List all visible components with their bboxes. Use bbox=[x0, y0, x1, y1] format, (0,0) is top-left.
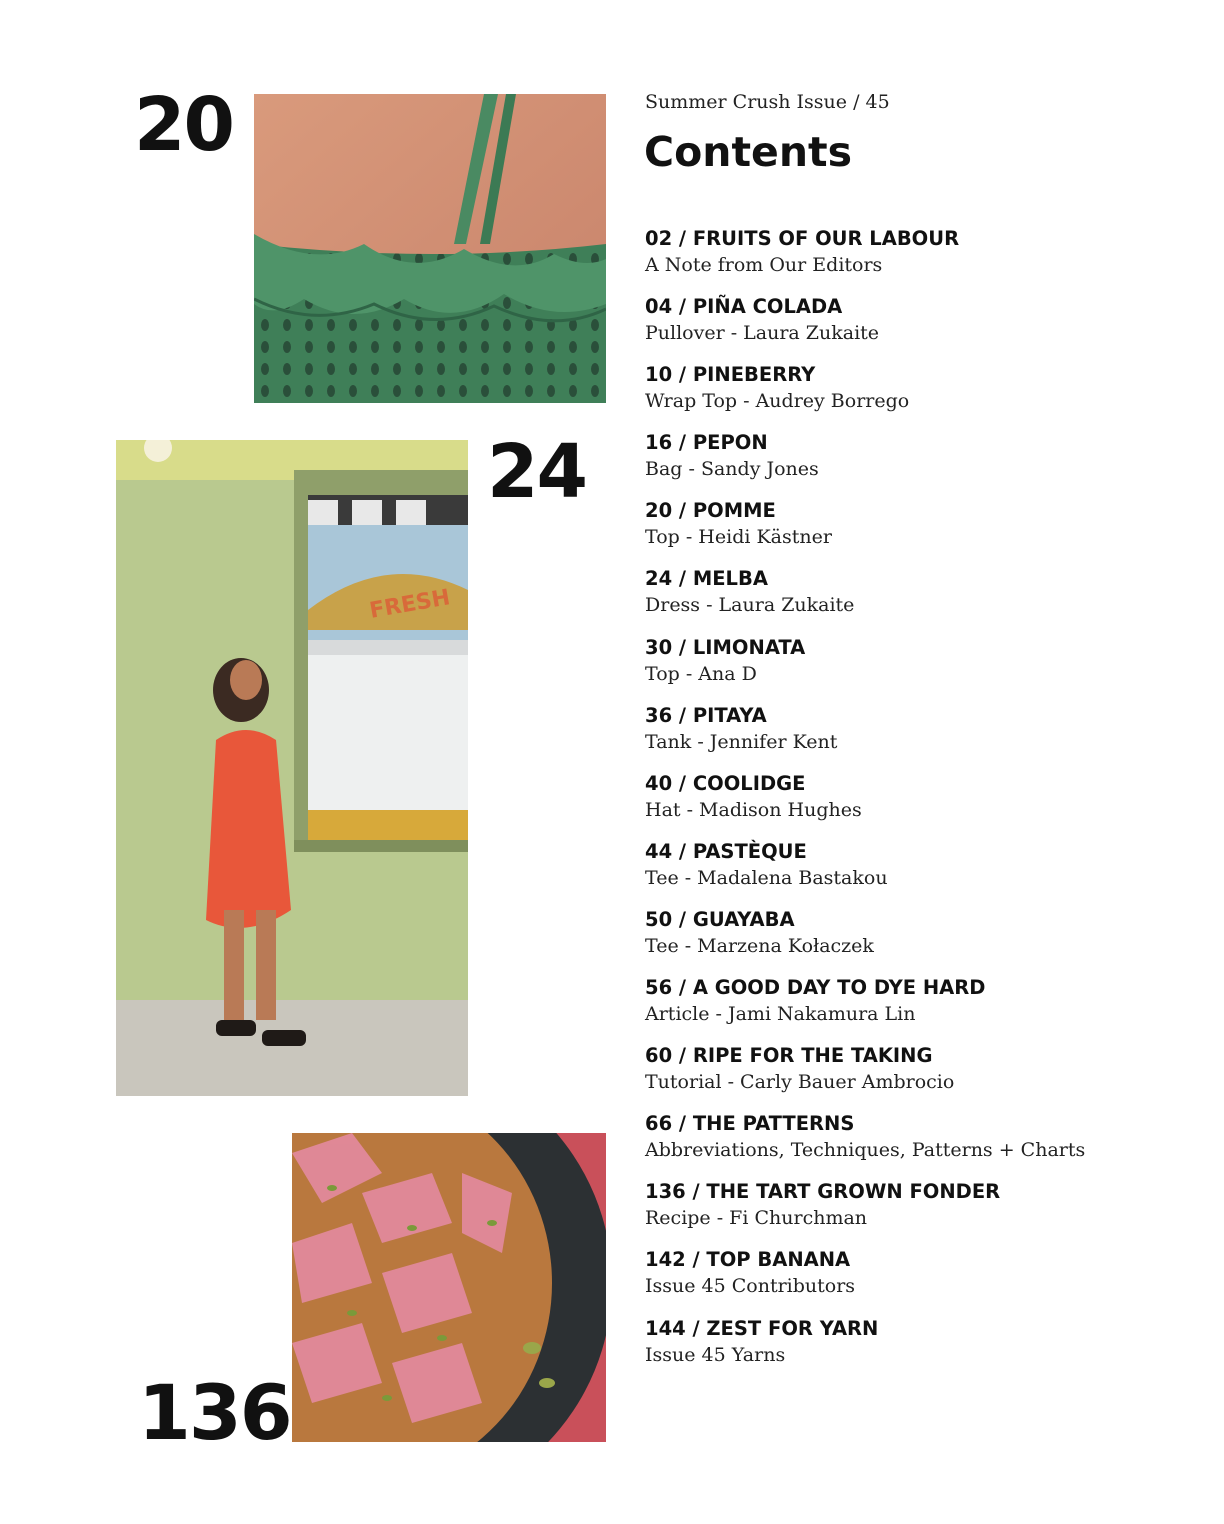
toc-entry bbox=[645, 1316, 1205, 1384]
toc-subtitle: Dress - Laura Zukaite bbox=[645, 594, 855, 617]
toc-entry bbox=[645, 1111, 1205, 1179]
table-of-contents bbox=[645, 226, 1205, 1384]
toc-entry bbox=[645, 226, 1205, 294]
toc-entry bbox=[645, 839, 1205, 907]
knit-top-photo bbox=[254, 94, 606, 403]
toc-subtitle: Article - Jami Nakamura Lin bbox=[645, 1003, 916, 1026]
toc-subtitle: Abbreviations, Techniques, Patterns + Charts bbox=[645, 1139, 1086, 1162]
page-number-24: 24 bbox=[487, 429, 586, 515]
toc-heading: 40 / COOLIDGE bbox=[645, 771, 806, 795]
toc-subtitle: Bag - Sandy Jones bbox=[645, 458, 819, 481]
toc-subtitle: A Note from Our Editors bbox=[645, 254, 883, 276]
shop-sign-text: FRESH bbox=[367, 585, 453, 624]
toc-heading: 02 / FRUITS OF OUR LABOUR bbox=[645, 227, 960, 250]
toc-entry bbox=[645, 771, 1205, 839]
toc-heading: 144 / ZEST FOR YARN bbox=[645, 1316, 879, 1340]
toc-entry bbox=[645, 907, 1205, 975]
toc-entry bbox=[645, 1247, 1205, 1315]
toc-subtitle: Hat - Madison Hughes bbox=[645, 798, 862, 821]
toc-heading: 50 / GUAYABA bbox=[645, 907, 795, 931]
toc-subtitle: Issue 45 Contributors bbox=[645, 1275, 856, 1298]
toc-heading: 20 / POMME bbox=[645, 499, 776, 523]
tart-photo bbox=[292, 1133, 606, 1442]
toc-entry bbox=[645, 635, 1205, 703]
toc-heading: 10 / PINEBERRY bbox=[645, 363, 816, 387]
toc-entry bbox=[645, 703, 1205, 771]
toc-heading: 136 / THE TART GROWN FONDER bbox=[645, 1180, 1001, 1204]
toc-heading: 04 / PIÑA COLADA bbox=[645, 295, 843, 319]
toc-heading: 66 / THE PATTERNS bbox=[645, 1112, 855, 1136]
toc-entry bbox=[645, 566, 1205, 634]
toc-subtitle: Issue 45 Yarns bbox=[645, 1343, 786, 1366]
toc-heading: 142 / TOP BANANA bbox=[645, 1248, 851, 1272]
toc-subtitle: Tutorial - Carly Bauer Ambrocio bbox=[645, 1071, 955, 1094]
toc-subtitle: Top - Ana D bbox=[645, 662, 757, 685]
toc-subtitle: Tee - Marzena Kołaczek bbox=[645, 934, 874, 957]
toc-subtitle: Tee - Madalena Bastakou bbox=[645, 866, 888, 889]
toc-subtitle: Pullover - Laura Zukaite bbox=[645, 322, 880, 345]
toc-entry bbox=[645, 1043, 1205, 1111]
toc-heading: 44 / PASTÈQUE bbox=[645, 839, 807, 863]
toc-heading: 30 / LIMONATA bbox=[645, 635, 806, 659]
toc-subtitle: Tank - Jennifer Kent bbox=[645, 730, 838, 753]
page-title: Contents bbox=[644, 128, 853, 176]
toc-heading: 60 / RIPE FOR THE TAKING bbox=[645, 1044, 933, 1068]
toc-entry bbox=[645, 1179, 1205, 1247]
model-dress-photo bbox=[116, 440, 468, 1096]
toc-entry bbox=[645, 975, 1205, 1043]
toc-entry bbox=[645, 430, 1205, 498]
toc-heading: 16 / PEPON bbox=[645, 431, 768, 455]
issue-line: Summer Crush Issue / 45 bbox=[645, 91, 890, 113]
toc-subtitle: Recipe - Fi Churchman bbox=[645, 1207, 868, 1230]
toc-entry bbox=[645, 362, 1205, 430]
page-number-136: 136 bbox=[138, 1368, 291, 1457]
page-number-20: 20 bbox=[134, 82, 233, 168]
toc-heading: 36 / PITAYA bbox=[645, 703, 767, 727]
toc-entry bbox=[645, 294, 1205, 362]
toc-heading: 24 / MELBA bbox=[645, 567, 768, 591]
toc-heading: 56 / A GOOD DAY TO DYE HARD bbox=[645, 976, 986, 1000]
toc-subtitle: Wrap Top - Audrey Borrego bbox=[645, 390, 910, 413]
toc-entry bbox=[645, 498, 1205, 566]
toc-subtitle: Top - Heidi Kästner bbox=[645, 526, 832, 549]
